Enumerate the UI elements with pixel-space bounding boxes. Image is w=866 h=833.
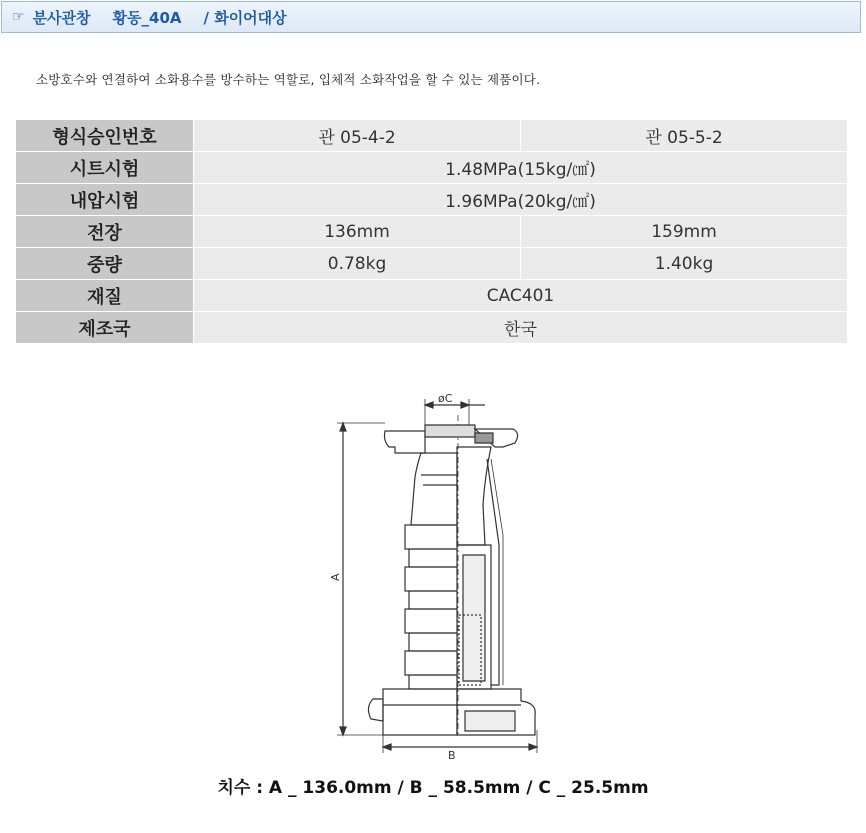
table-row	[16, 248, 848, 280]
dimension-summary: 치수 : A _ 136.0mm / B _ 58.5mm / C _ 25.5mm	[217, 778, 649, 798]
table-row	[16, 280, 848, 312]
table-row	[16, 152, 848, 184]
cell-value: CAC401	[194, 280, 848, 312]
dimension-a	[329, 423, 385, 735]
row-label: 재질	[16, 280, 194, 312]
product-description: 소방호수와 연결하여 소화용수를 방수하는 역할로, 입체적 소화작업을 할 수 있는 제품이다.	[36, 72, 541, 87]
row-label: 중량	[16, 248, 194, 280]
nozzle-technical-drawing	[325, 385, 545, 775]
label-c: øC	[438, 392, 453, 405]
cell-value: 0.78kg	[194, 248, 521, 280]
label-b: B	[448, 749, 456, 762]
pointing-hand-icon: ☞	[12, 9, 25, 25]
cell-value: 1.48MPa(15kg/㎠)	[194, 152, 848, 184]
product-model: 황동_40A	[112, 8, 182, 27]
spec-table	[15, 119, 848, 344]
product-title-bar	[1, 1, 861, 33]
table-row	[16, 216, 848, 248]
row-label: 내압시험	[16, 184, 194, 216]
label-a: A	[329, 573, 342, 581]
row-label: 제조국	[16, 312, 194, 344]
table-row	[16, 184, 848, 216]
cell-value: 관 05-5-2	[521, 120, 848, 152]
nozzle-body	[368, 425, 535, 735]
product-usage: / 화이어대상	[203, 8, 287, 27]
cell-value: 1.40kg	[521, 248, 848, 280]
table-row	[16, 312, 848, 344]
cell-value: 136mm	[194, 216, 521, 248]
cell-value: 159mm	[521, 216, 848, 248]
product-category: 분사관창	[32, 8, 91, 27]
dimension-c	[425, 392, 485, 427]
row-label: 전장	[16, 216, 194, 248]
cell-value: 1.96MPa(20kg/㎠)	[194, 184, 848, 216]
table-row	[16, 120, 848, 152]
row-label: 형식승인번호	[16, 120, 194, 152]
row-label: 시트시험	[16, 152, 194, 184]
cell-value: 관 05-4-2	[194, 120, 521, 152]
cell-value: 한국	[194, 312, 848, 344]
